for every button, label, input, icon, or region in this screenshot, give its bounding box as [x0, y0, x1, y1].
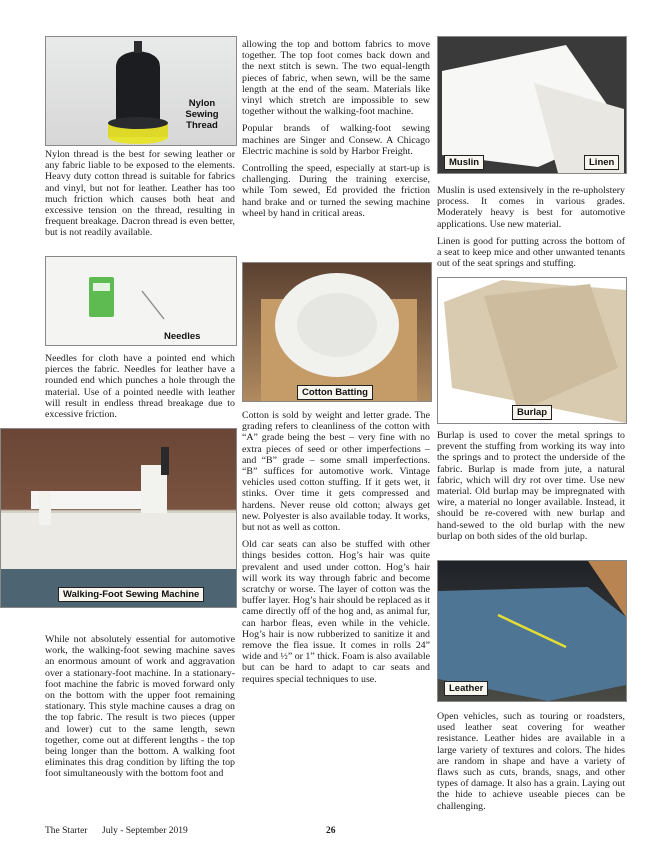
burlap-icon [438, 278, 626, 423]
burlap-text: Burlap is used to cover the metal springs to prevent the stuffing from working its way into the springs and to protect the underside of the fabric. Burlap is made from jute, a natural fabric, which will dry rot over time. Use new material. Old burlap may be impregnated with wire, a material no longer available. Instead, it should be re-covered with new burlap and hand-sewed to the old burlap with the new burlap on both sides of the old burlap. [437, 430, 625, 542]
fabric-swatch-icon [438, 37, 626, 173]
hog-hair-text: Old car seats can also be stuffed with other things besides cotton. Hog’s hair was quite prevalent and used under cotton. Hog’s hair will work its way through fabric and become scratchy or worse. The layer of cotton was the buffer layer. Hog’s hair should be replaced as it came directly off of the hog and, as animal fur, can harbor fleas, even while in the vehicle. Hog’s hair is now rubberized to sanitize it and remove the flea issue. It comes in rolls 24” wide and ½” or 1” thick. Foam is also available but can be hard to adapt to car seats and requires special techniques to use. [242, 539, 430, 685]
footer-issue: July - September 2019 [102, 826, 188, 836]
nylon-thread-text: Nylon thread is the best for sewing leather or any fabric liable to be exposed to the elements. Heavy duty cotton thread is suitable for fabrics and vinyl, but not for leather. Leather has too much friction which causes both heat and excessive tension on the thread, resulting in frequent breakage. Dacron thread is even better, but is not readily available. [45, 149, 235, 239]
column-3-bottom [437, 711, 625, 818]
walking-foot-text: While not absolutely essential for automotive work, the walking-foot sewing machine saves an enormous amount of work and aggravation over a stationary-foot machine. In a stationary-foot machine the fabric is moved forward only on the bottom with the upper foot remaining stationary. This style machine causes a drag on the top fabric. The result is two pieces (upper and lower) cut to the same length, sewn together, come out at different lengths - the top being longer than the bottom. A walking foot eliminates this drag condition by lifting the top foot simultaneously with the bottom foot and [45, 634, 235, 780]
linen-caption: Linen [584, 155, 619, 170]
cotton-roll-icon [243, 263, 431, 401]
column-1-middle [45, 353, 235, 426]
burlap-caption: Burlap [512, 405, 552, 420]
burlap-photo [437, 277, 627, 424]
footer-publication: The Starter [45, 826, 88, 836]
column-3-top [437, 185, 625, 275]
sewing-machine-icon [1, 429, 236, 607]
linen-text: Linen is good for putting across the bottom of a seat to keep mice and other unwanted tenants out of the seat springs and stuffing. [437, 235, 625, 270]
column-2-top [242, 39, 430, 225]
walking-foot-continued-text: allowing the top and bottom fabrics to move together. The top foot comes back down and the next stitch is sewn. The two equal-length pieces of fabric, when sewn, will be the same length at the end of the seam. Materials like vinyl which stretch are impossible to sew together without the walking-foot machine. [242, 39, 430, 118]
leather-text: Open vehicles, such as touring or roadsters, used leather seat covering for weather resistance. Leather hides are available in a large variety of textures and colors. The hides are random in shape and have a variety of flaws such as cuts, brands, snags, and other types of damage. It also has a grain. Laying out the hide to achieve useable pieces can be challenging. [437, 711, 625, 812]
column-1-bottom [45, 634, 235, 786]
leather-hide-icon [438, 561, 626, 701]
sewing-machine-caption: Walking-Foot Sewing Machine [58, 587, 204, 602]
machine-brands-text: Popular brands of walking-foot sewing machines are Singer and Consew. A Chicago Electric machine is sold by Harbor Freight. [242, 123, 430, 157]
column-1-top [45, 149, 235, 245]
cotton-batting-caption: Cotton Batting [297, 385, 373, 400]
speed-control-text: Controlling the speed, especially at start-up is challenging. During the training exercise, while Tom sewed, Ed provided the friction hand brake and or turned the sewing machine wheel by hand in critical areas. [242, 163, 430, 219]
cotton-batting-photo [242, 262, 432, 402]
cotton-grade-text: Cotton is sold by weight and letter grade. The grading refers to cleanliness of the cotton with “A” grade being the best – very fine with no extra pieces of seed or other imperfections – and “B” grade – some small imperfections. “B” suffices for automotive work. Vintage vehicles used cotton stuffing. If it gets wet, it stinks. Over time it gets compressed and hardens. Never reuse old cotton; always get new. Polyester is also available today. It works, but not as well as cotton. [242, 410, 430, 534]
sewing-machine-photo [0, 428, 237, 608]
needles-text: Needles for cloth have a pointed end which pierces the fabric. Needles for leather have a rounded end which punches a hole through the material. Use of a pointed needle with leather will result in endless thread breakage due to excessive friction. [45, 353, 235, 421]
muslin-text: Muslin is used extensively in the re-upholstery process. It comes in various grades. Moderately heavy is best for automotive applications. Use new material. [437, 185, 625, 230]
nylon-thread-caption: Nylon Sewing Thread [185, 98, 219, 131]
needles-icon [46, 257, 236, 345]
muslin-caption: Muslin [444, 155, 484, 170]
needles-caption: Needles [164, 331, 201, 342]
column-2-bottom [242, 410, 430, 691]
muslin-linen-photo [437, 36, 627, 174]
leather-caption: Leather [444, 681, 488, 696]
page-number: 26 [326, 826, 336, 836]
needles-photo [45, 256, 237, 346]
column-3-middle [437, 430, 625, 548]
